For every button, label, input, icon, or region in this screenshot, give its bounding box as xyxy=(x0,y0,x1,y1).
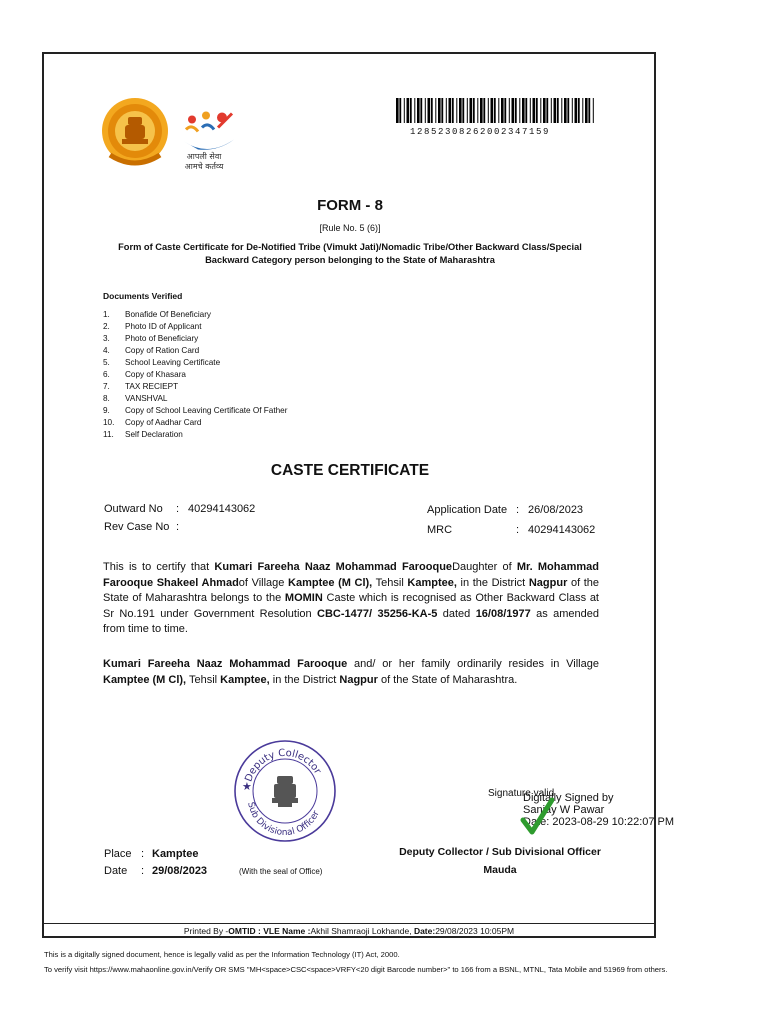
seal-text-top: Deputy Collector xyxy=(243,747,323,784)
seal-note: (With the seal of Office) xyxy=(239,867,323,876)
document-item-label: Photo ID of Applicant xyxy=(125,322,202,331)
printed-omtid: OMTID : VLE Name : xyxy=(228,926,311,936)
signature-line-3: Date: 2023-08-29 10:22:07 PM xyxy=(523,816,675,828)
document-item xyxy=(103,417,287,429)
certificate-paragraph-2 xyxy=(103,657,599,688)
printed-by-line xyxy=(44,926,654,936)
application-date-label: Application Date xyxy=(427,504,508,516)
application-date-colon: : xyxy=(516,504,520,516)
officer-place: Mauda xyxy=(483,864,517,876)
p1-text-f: of the State of Maharashtra belongs to the xyxy=(103,576,600,604)
mrc-value: 40294143062 xyxy=(528,524,596,536)
document-item xyxy=(103,333,287,345)
maharashtra-emblem-icon xyxy=(100,95,170,171)
office-seal-icon xyxy=(232,738,338,844)
seal-text-bottom: Sub Divisional Officer xyxy=(245,801,322,839)
documents-heading: Documents Verified xyxy=(103,291,183,301)
document-item-label: Copy of Khasara xyxy=(125,370,186,379)
document-item-number: 4. xyxy=(103,346,110,355)
document-item-label: Copy of Ration Card xyxy=(125,346,200,355)
aaple-seva-text xyxy=(184,152,224,172)
document-item-number: 5. xyxy=(103,358,110,367)
document-item-number: 1. xyxy=(103,310,110,319)
p1-text-g: Caste which is recognised as Other Backward Class at Sr No.191 under Government Resolution xyxy=(103,592,599,620)
document-item-number: 2. xyxy=(103,322,110,331)
document-item-label: Bonafide Of Beneficiary xyxy=(125,310,212,319)
tehsil-name-2: Kamptee, xyxy=(220,673,270,686)
p1-text-e: in the District xyxy=(456,576,529,589)
outward-colon: : xyxy=(176,503,180,515)
document-item-number: 10. xyxy=(103,418,115,427)
mrc-label: MRC xyxy=(427,524,453,536)
resolution-date: 16/08/1977 xyxy=(475,607,531,620)
printed-date-label: Date: xyxy=(413,926,436,936)
disclaimer-line-2: To verify visit https://www.mahaonline.gov.in/Verify OR SMS "MH<space>CSC<space>VRFY<20 digit Barcode number>" to 166 from a BSNL, MTNL, Tata Mobile and 51969 from others. xyxy=(44,965,668,974)
footer-divider xyxy=(44,923,654,924)
date-value: 29/08/2023 xyxy=(152,865,208,877)
document-item xyxy=(103,321,287,333)
caste-name: MOMIN xyxy=(284,592,323,604)
document-item-label: School Leaving Certificate xyxy=(125,358,221,367)
document-item-label: VANSHVAL xyxy=(125,394,168,403)
barcode-icon xyxy=(396,98,596,123)
document-item xyxy=(103,369,287,381)
outward-no-value: 40294143062 xyxy=(188,503,256,515)
signature-line-1: Digitally Signed by xyxy=(523,792,614,804)
document-item xyxy=(103,345,287,357)
village-name: Kamptee (M Cl), xyxy=(288,576,373,589)
p2-text-c: in the District xyxy=(269,673,340,686)
document-item-label: Copy of School Leaving Certificate Of Father xyxy=(125,406,288,415)
printed-prefix: Printed By - xyxy=(183,926,229,936)
documents-list xyxy=(103,309,287,441)
signature-valid-text: Signature valid xyxy=(488,788,555,799)
p2-text-a: and/ or her family ordinarily resides in Village xyxy=(347,658,599,670)
district-name-2: Nagpur xyxy=(339,673,378,686)
p2-text-b: Tehsil xyxy=(186,673,221,686)
certificate-paragraph-1 xyxy=(103,560,599,638)
place-label: Place xyxy=(104,848,132,860)
document-item-label: Self Declaration xyxy=(125,430,183,439)
document-item-number: 7. xyxy=(103,382,110,391)
p2-text-d: of the State of Maharashtra. xyxy=(377,673,518,686)
rev-case-colon: : xyxy=(176,521,180,533)
document-item-number: 6. xyxy=(103,370,110,379)
date-label: Date xyxy=(104,865,128,877)
svg-text:★: ★ xyxy=(242,781,252,793)
printed-date-value: 29/08/2023 10:05PM xyxy=(435,926,515,936)
mrc-colon: : xyxy=(516,524,520,536)
barcode-number: 12852308262002347159 xyxy=(410,127,551,137)
document-item-label: TAX RECIEPT xyxy=(125,382,179,391)
document-item xyxy=(103,405,287,417)
document-item xyxy=(103,381,287,393)
verified-check-icon xyxy=(520,796,554,836)
p1-text-d: Tehsil xyxy=(372,576,408,589)
place-value: Kamptee xyxy=(152,848,199,860)
rule-number: [Rule No. 5 (6)] xyxy=(319,223,381,233)
p1-text-h: dated xyxy=(437,607,476,620)
caste-certificate-title: CASTE CERTIFICATE xyxy=(270,462,430,479)
p1-text-b: Daughter of xyxy=(452,561,517,573)
document-item xyxy=(103,309,287,321)
father-name: Mr. Mohammad Farooque Shakeel Ahmad xyxy=(103,561,599,589)
outward-no-label: Outward No xyxy=(104,503,163,515)
application-date-value: 26/08/2023 xyxy=(528,504,584,516)
tehsil-name: Kamptee, xyxy=(407,576,457,589)
document-item-number: 11. xyxy=(103,430,114,439)
government-resolution: CBC-1477/ 35256-KA-5 xyxy=(317,607,438,620)
document-item xyxy=(103,393,287,405)
p1-text-i: as amended from time to time. xyxy=(103,607,600,635)
printed-vle-name: Akhil Shamraoji Lokhande, xyxy=(310,926,414,936)
aaple-seva-line2: आमचे कर्तव्य xyxy=(184,162,224,171)
document-item-number: 9. xyxy=(103,406,110,415)
document-item-number: 8. xyxy=(103,394,110,403)
rev-case-label: Rev Case No xyxy=(104,521,170,533)
document-item xyxy=(103,357,287,369)
signature-line-2: Sanjay W Pawar xyxy=(523,804,605,816)
p1-text-a: This is to certify that xyxy=(103,561,215,573)
beneficiary-name: Kumari Fareeha Naaz Mohammad Farooque xyxy=(214,561,453,573)
beneficiary-name-2: Kumari Fareeha Naaz Mohammad Farooque xyxy=(103,658,348,670)
p1-text-c: of Village xyxy=(238,576,289,589)
officer-title: Deputy Collector / Sub Divisional Officer xyxy=(399,846,601,858)
date-colon: : xyxy=(141,865,145,877)
form-description: Form of Caste Certificate for De-Notified Tribe (Vimukt Jati)/Nomadic Tribe/Other Backward Class/Special Backward Category person belonging to the State of Maharashtra xyxy=(118,242,582,265)
document-item-number: 3. xyxy=(103,334,110,343)
document-item xyxy=(103,429,287,441)
form-title: FORM - 8 xyxy=(317,197,383,214)
district-name: Nagpur xyxy=(528,576,568,589)
document-item-label: Copy of Aadhar Card xyxy=(125,418,202,427)
disclaimer-line-1: This is a digitally signed document, hence is legally valid as per the Information Technology (IT) Act, 2000. xyxy=(44,950,400,959)
aaple-seva-line1: आपली सेवा xyxy=(186,152,222,161)
document-item-label: Photo of Beneficiary xyxy=(125,334,199,343)
place-colon: : xyxy=(141,848,145,860)
village-name-2: Kamptee (M Cl), xyxy=(103,673,187,686)
